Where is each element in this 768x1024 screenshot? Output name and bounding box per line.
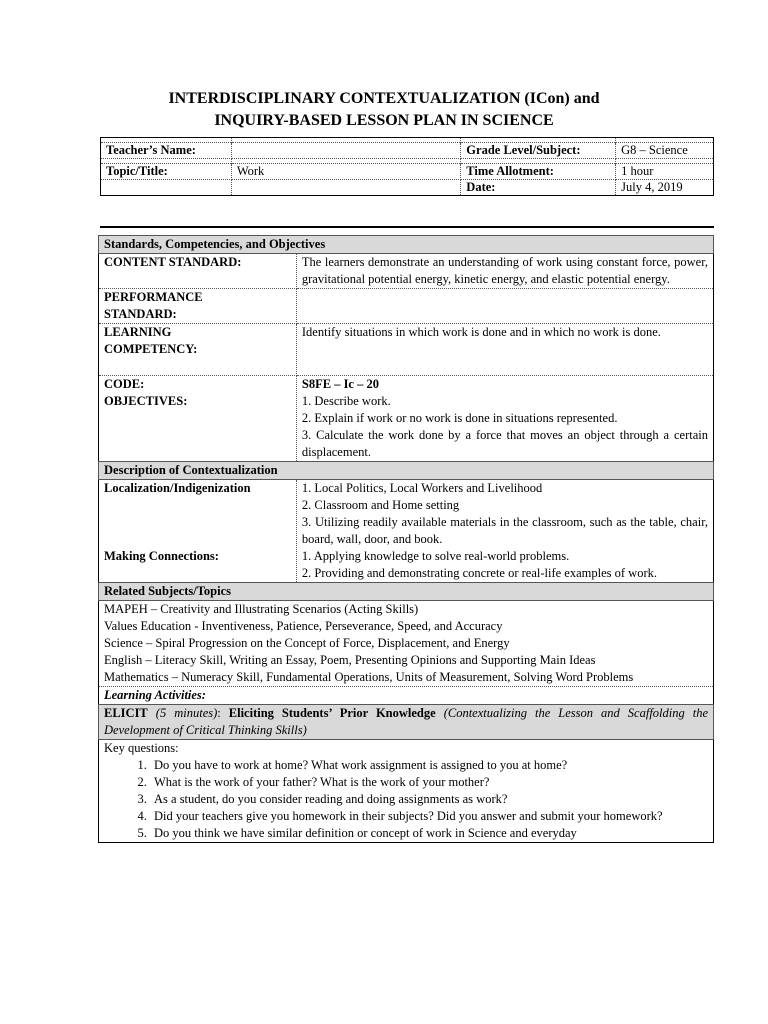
making-connections-label: Making Connections: (104, 549, 219, 563)
question-item: 5. Do you think we have similar definition or concept of work in Science and everyday (150, 825, 708, 842)
related-item: MAPEH – Creativity and Illustrating Scenarios (Acting Skills) (104, 602, 419, 616)
title-line-1: INTERDISCIPLINARY CONTEXTUALIZATION (ICon) and (168, 90, 600, 107)
date-label: Date: (461, 180, 616, 196)
time-allotment-label: Time Allotment: (461, 164, 616, 180)
localization-item: 3. Utilizing readily available materials in the classroom, such as the table, chair, board, wall, door, and book. (301, 515, 708, 546)
learning-activities-label: Learning Activities: (99, 687, 714, 705)
learning-competency-label: LEARNING COMPETENCY: (99, 324, 297, 376)
content-standard-label: CONTENT STANDARD: (99, 254, 297, 289)
elicit-name: Eliciting Students’ Prior Knowledge (228, 706, 436, 720)
code-value: S8FE – Ic – 20 (301, 377, 379, 391)
date-value: July 4, 2019 (616, 180, 714, 196)
objective-item: 3. Calculate the work done by a force that moves an object through a certain displacement. (301, 428, 708, 459)
related-item: English – Literacy Skill, Writing an Essay, Poem, Presenting Opinions and Supporting Main Ideas (104, 653, 596, 667)
section-standards: Standards, Competencies, and Objectives (99, 236, 714, 254)
question-item: 3. As a student, do you consider reading and doing assignments as work? (150, 791, 708, 808)
header-table (100, 137, 714, 196)
related-item: Mathematics – Numeracy Skill, Fundamental Operations, Units of Measurement, Solving Word Problems (104, 670, 634, 684)
localization-item: 1. Local Politics, Local Workers and Livelihood (301, 481, 543, 495)
content-standard-value: The learners demonstrate an understanding of work using constant force, power, gravitational potential energy, kinetic energy, and elastic potential energy. (296, 254, 713, 289)
elicit-header: ELICIT (5 minutes): Eliciting Students’ Prior Knowledge (Contextualizing the Lesson and Scaffolding the Development of Critical Thinking Skills) (99, 705, 714, 740)
learning-competency-value: Identify situations in which work is done and in which no work is done. (296, 324, 713, 376)
elicit-description: (Contextualizing the Lesson and Scaffolding the Development of Critical Thinking Skills) (104, 706, 709, 737)
question-item: 4. Did your teachers give you homework in their subjects? Did you answer and submit your homework? (150, 808, 708, 825)
grade-level-value: G8 – Science (616, 143, 714, 159)
localization-label: Localization/Indigenization (104, 481, 251, 495)
performance-standard-value (296, 289, 713, 324)
section-contextualization: Description of Contextualization (99, 462, 714, 480)
code-objectives-labels (99, 376, 297, 462)
key-questions-block (99, 740, 714, 843)
contextualization-labels (99, 480, 297, 583)
document-title (0, 88, 768, 132)
title-line-2: INQUIRY-BASED LESSON PLAN IN SCIENCE (214, 112, 554, 129)
lesson-plan-table (98, 235, 714, 843)
teacher-name-value (231, 143, 460, 159)
related-subjects-list (99, 601, 714, 687)
teacher-name-label: Teacher’s Name: (101, 143, 232, 159)
performance-standard-label: PERFORMANCE STANDARD: (99, 289, 297, 324)
topic-value: Work (231, 164, 460, 180)
time-allotment-value: 1 hour (616, 164, 714, 180)
objective-item: 2. Explain if work or no work is done in situations represented. (301, 411, 618, 425)
localization-item: 2. Classroom and Home setting (301, 498, 460, 512)
objectives-label: OBJECTIVES: (104, 394, 188, 408)
topic-label: Topic/Title: (101, 164, 232, 180)
connection-item: 2. Providing and demonstrating concrete or real-life examples of work. (301, 566, 657, 580)
key-questions-label: Key questions: (104, 741, 179, 755)
question-item: 2. What is the work of your father? What is the work of your mother? (150, 774, 708, 791)
grade-level-label: Grade Level/Subject: (461, 143, 616, 159)
section-related-subjects: Related Subjects/Topics (99, 583, 714, 601)
divider-rule (100, 226, 714, 228)
code-objectives-values (296, 376, 713, 462)
elicit-time: (5 minutes) (155, 706, 218, 720)
connection-item: 1. Applying knowledge to solve real-world problems. (301, 549, 570, 563)
code-label: CODE: (104, 377, 145, 391)
related-item: Values Education - Inventiveness, Patience, Perseverance, Speed, and Accuracy (104, 619, 503, 633)
objective-item: 1. Describe work. (301, 394, 391, 408)
related-item: Science – Spiral Progression on the Concept of Force, Displacement, and Energy (104, 636, 510, 650)
key-questions-list (104, 757, 708, 842)
contextualization-values (296, 480, 713, 583)
question-item: 1. Do you have to work at home? What work assignment is assigned to you at home? (150, 757, 708, 774)
elicit-title: ELICIT (104, 706, 148, 720)
